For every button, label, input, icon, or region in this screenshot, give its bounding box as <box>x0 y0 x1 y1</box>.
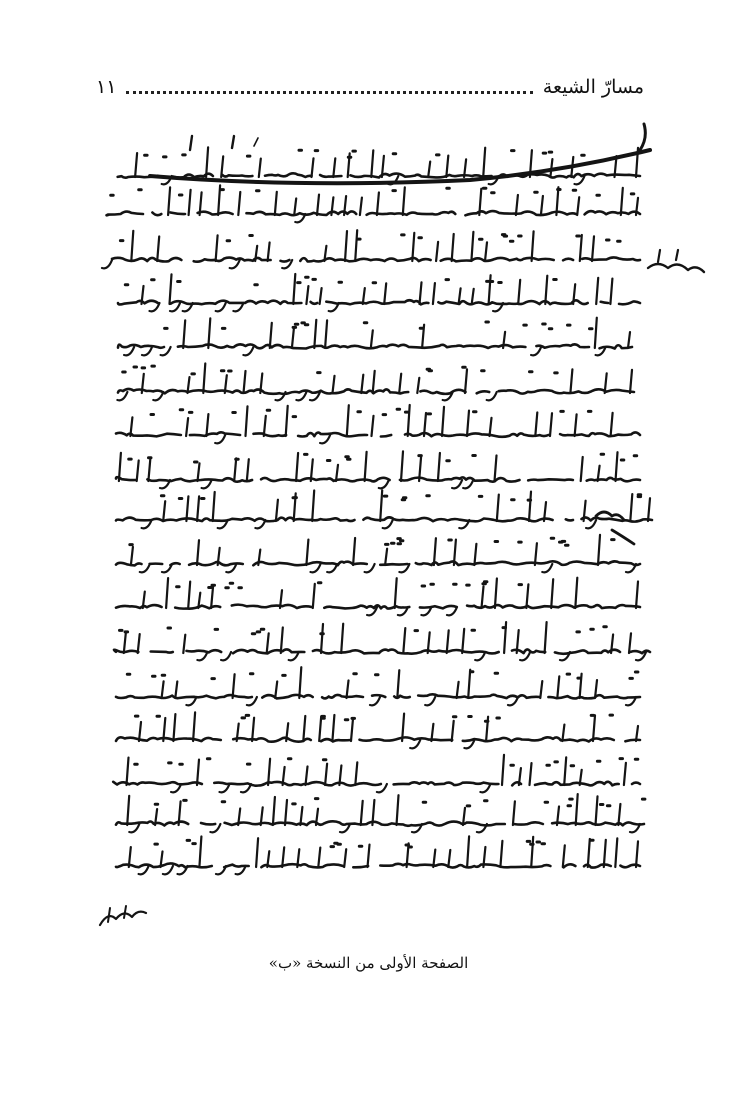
manuscript-dots <box>145 150 585 157</box>
manuscript-dots <box>123 366 558 374</box>
manuscript-letter-strokes <box>117 364 632 401</box>
manuscript-dots <box>120 627 607 634</box>
basmala-flourish <box>190 136 234 150</box>
margin-note-top <box>648 264 704 272</box>
manuscript-dots <box>127 672 638 679</box>
manuscript-line-stroke <box>116 821 644 825</box>
manuscript-letter-strokes <box>162 667 636 705</box>
manuscript-letter-strokes <box>143 578 638 616</box>
manuscript-dots <box>130 538 614 545</box>
manuscript-letter-strokes <box>142 490 650 528</box>
manuscript-letter-strokes <box>131 535 636 572</box>
manuscript-line-stroke <box>106 211 640 215</box>
manuscript-line-stroke <box>118 344 632 348</box>
manuscript-line-stroke <box>112 257 640 261</box>
manuscript-dots <box>161 495 640 500</box>
manuscript-dots <box>135 759 638 766</box>
manuscript-letter-strokes <box>127 755 626 792</box>
manuscript-line-stroke <box>118 389 634 394</box>
manuscript-letter-strokes <box>119 451 618 488</box>
margin-note-bottom <box>100 912 146 925</box>
basmala-flourish <box>640 124 645 150</box>
page-number: ١١ <box>96 76 117 98</box>
manuscript-dots <box>120 235 620 242</box>
manuscript-letter-strokes <box>124 622 646 660</box>
manuscript-mark <box>254 138 258 146</box>
basmala-flourish <box>150 150 650 183</box>
manuscript-dots <box>125 277 556 285</box>
manuscript-dots <box>151 409 591 416</box>
manuscript-letter-strokes <box>127 794 640 832</box>
manuscript-line-stroke <box>118 173 640 177</box>
manuscript-line-stroke <box>118 300 640 304</box>
manuscript-letter-strokes <box>168 185 638 222</box>
figure-caption: الصفحة الأولى من النسخة «ب» <box>268 954 469 972</box>
manuscript-line-stroke <box>116 863 640 867</box>
margin-note-top <box>658 250 678 262</box>
manuscript-letter-strokes <box>124 318 630 356</box>
manuscript-letter-strokes <box>139 712 638 748</box>
manuscript-letter-strokes <box>142 274 613 311</box>
manuscript-dots <box>177 582 522 588</box>
manuscript-dots <box>165 322 592 329</box>
manuscript-letter-strokes <box>130 405 612 443</box>
manuscript-letter-strokes <box>129 836 638 874</box>
running-header-title: مسارّ الشيعة <box>542 76 644 98</box>
manuscript-line-stroke <box>113 782 640 786</box>
manuscript-line-stroke <box>116 477 640 482</box>
manuscript-dots <box>155 840 593 847</box>
manuscript-dots <box>129 454 637 462</box>
manuscript-dots <box>135 715 612 721</box>
manuscript-dots <box>155 799 645 806</box>
manuscript-line-stroke <box>116 432 640 437</box>
manuscript-line-stroke <box>116 694 640 698</box>
manuscript-line-stroke <box>116 561 640 565</box>
